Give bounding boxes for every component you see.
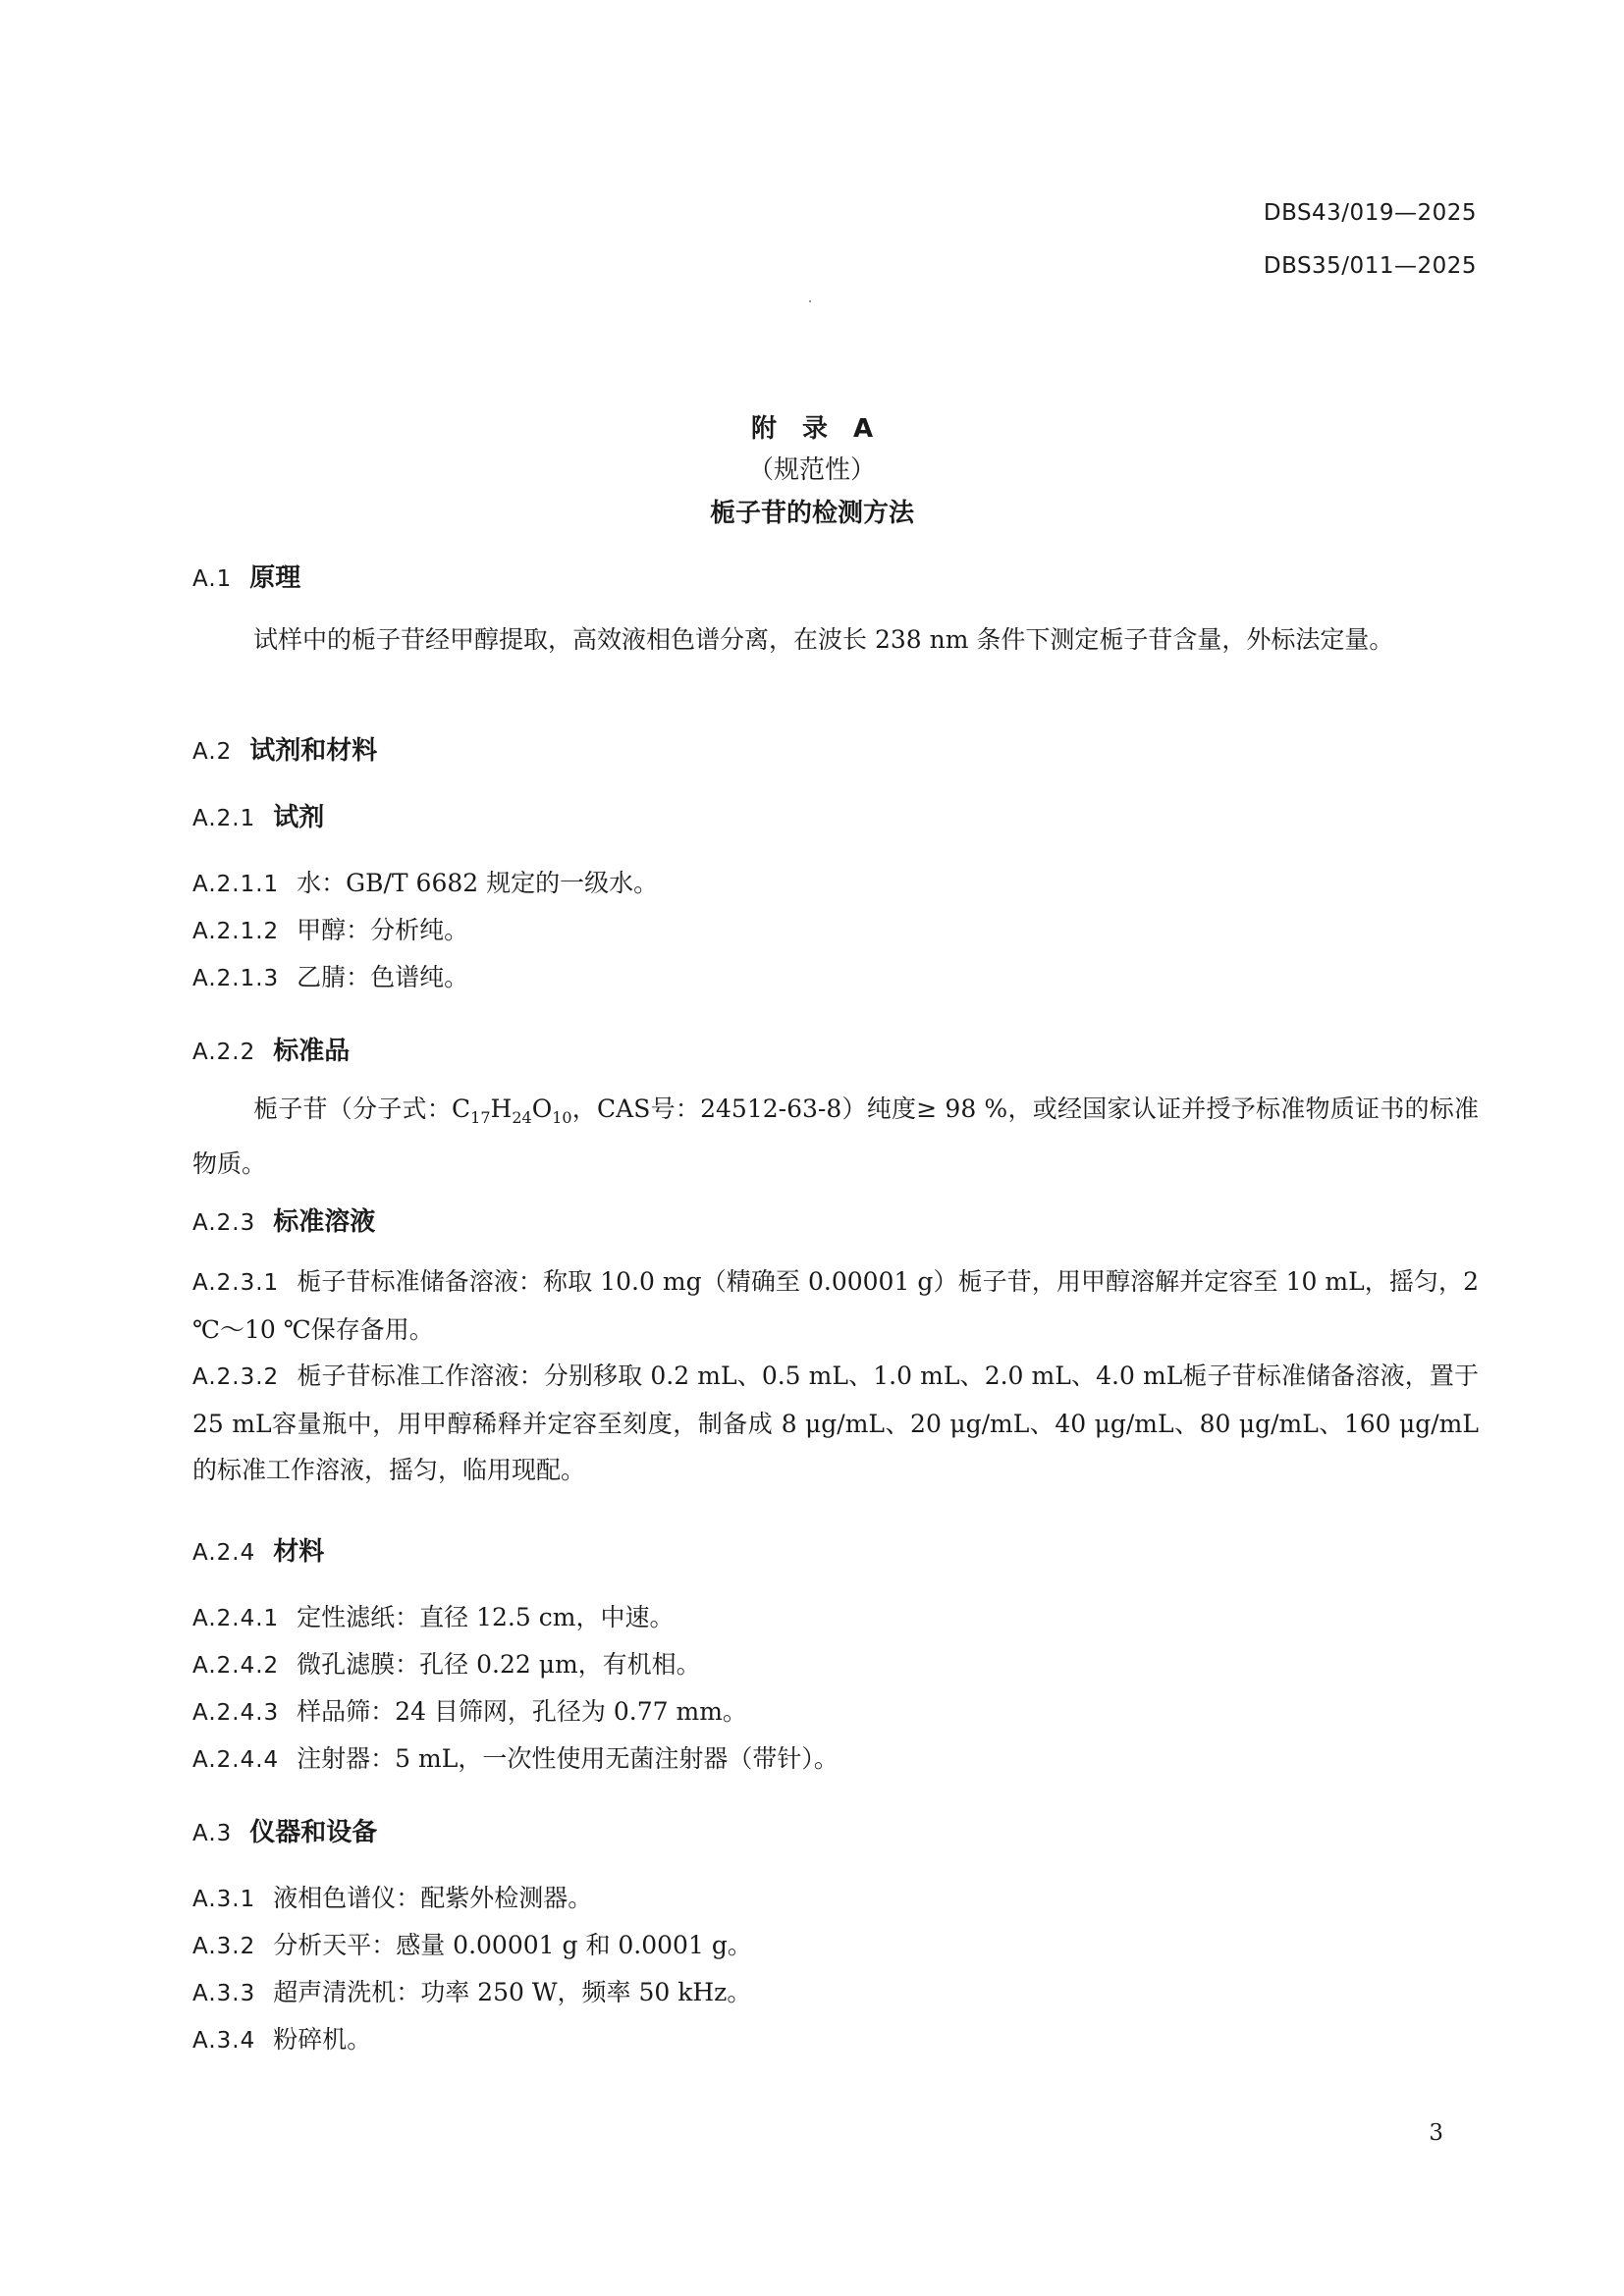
section-heading-a1 xyxy=(192,558,300,594)
clause-a212 xyxy=(192,911,468,946)
annex-name: 栀子苷的检测方法 xyxy=(709,499,914,528)
page-number: 3 xyxy=(1429,2120,1443,2146)
clause-number: A.2.4.1 xyxy=(192,1606,280,1631)
clause-number: A.3.2 xyxy=(192,1934,256,1959)
clause-number: A.2.3.1 xyxy=(192,1270,280,1296)
clause-text: 样品筛：24 目筛网，孔径为 0.77 mm。 xyxy=(297,1697,747,1726)
clause-number: A.3.3 xyxy=(192,1981,256,2006)
section-heading-a21 xyxy=(192,797,324,833)
clause-text: 注射器：5 mL，一次性使用无菌注射器（带针）。 xyxy=(297,1744,839,1773)
clause-text: 超声清洗机：功率 250 W，频率 50 kHz。 xyxy=(273,1978,752,2006)
clause-number: A.2.4.2 xyxy=(192,1653,280,1679)
clause-a34 xyxy=(192,2020,371,2056)
clause-number: A.3.4 xyxy=(192,2028,256,2054)
scan-dot xyxy=(809,300,811,302)
clause-text: 定性滤纸：直径 12.5 cm，中速。 xyxy=(297,1603,675,1631)
clause-text: 栀子苷标准工作溶液：分别移取 0.2 mL、0.5 mL、1.0 mL、2.0 mL、4.0 mL栀子苷标准储备溶液，置于 25 mL容量瓶中，用甲醇稀释并定容至刻度，制备成 8 μg/mL、20 μg/mL、40 μg/mL、80 μg/mL、160 μg/mL的标准工作溶液，摇匀，临用现配。 xyxy=(192,1362,1479,1484)
section-title: 试剂 xyxy=(273,803,325,832)
clause-a241 xyxy=(192,1598,674,1633)
section-number: A.2.2 xyxy=(192,1040,256,1065)
clause-a243 xyxy=(192,1692,747,1728)
clause-number: A.3.1 xyxy=(192,1887,256,1912)
clause-text: 液相色谱仪：配紫外检测器。 xyxy=(273,1884,593,1912)
clause-text: 水：GB/T 6682 规定的一级水。 xyxy=(297,869,659,897)
section-heading-a3 xyxy=(192,1812,377,1848)
section-heading-a22 xyxy=(192,1031,350,1067)
clause-a242 xyxy=(192,1645,701,1681)
standard-code-fujian: DBS35/011—2025 xyxy=(1263,253,1477,279)
clause-number: A.2.4.3 xyxy=(192,1700,280,1726)
section-title: 原理 xyxy=(249,563,301,593)
formula-part: O xyxy=(531,1095,553,1123)
formula-subscript: 10 xyxy=(552,1108,572,1127)
clause-number: A.2.1.2 xyxy=(192,919,280,944)
clause-number: A.2.3.2 xyxy=(192,1364,280,1390)
section-title: 仪器和设备 xyxy=(249,1818,378,1847)
standard-code-hunan: DBS43/019—2025 xyxy=(1263,200,1477,226)
annex-title: 附录A xyxy=(750,414,899,444)
clause-a213 xyxy=(192,958,468,993)
section-number: A.2 xyxy=(192,739,233,765)
clause-a31 xyxy=(192,1879,592,1914)
section-title: 标准溶液 xyxy=(273,1207,376,1237)
clause-a231 xyxy=(192,1258,1479,1353)
section-heading-a23 xyxy=(192,1201,375,1238)
clause-number: A.2.1.3 xyxy=(192,966,280,991)
formula-part: ，CAS号：24512-63-8）纯度≥ 98 %，或经国家认证并授予标准物质证书的标准物质。 xyxy=(192,1095,1479,1178)
section-title: 材料 xyxy=(273,1537,325,1567)
section-number: A.2.3 xyxy=(192,1210,256,1236)
clause-number: A.2.1.1 xyxy=(192,872,280,897)
clause-a32 xyxy=(192,1926,752,1961)
paragraph-standard-substance xyxy=(192,1086,1479,1187)
formula-part: 栀子苷（分子式：C xyxy=(253,1095,471,1123)
formula-part: H xyxy=(490,1095,513,1123)
clause-text: 分析天平：感量 0.00001 g 和 0.0001 g。 xyxy=(273,1931,752,1959)
formula-subscript: 17 xyxy=(470,1108,491,1127)
paragraph-principle: 试样中的栀子苷经甲醇提取，高效液相色谱分离，在波长 238 nm 条件下测定栀子苷含量，外标法定量。 xyxy=(253,625,1394,654)
clause-text: 微孔滤膜：孔径 0.22 μm，有机相。 xyxy=(297,1650,701,1679)
annex-type: （规范性） xyxy=(747,455,876,485)
section-number: A.2.1 xyxy=(192,806,256,831)
formula-subscript: 24 xyxy=(512,1108,532,1127)
clause-a33 xyxy=(192,1973,751,2008)
clause-number: A.2.4.4 xyxy=(192,1747,280,1773)
clause-text: 粉碎机。 xyxy=(273,2025,372,2054)
section-number: A.3 xyxy=(192,1821,233,1846)
clause-text: 栀子苷标准储备溶液：称取 10.0 mg（精确至 0.00001 g）栀子苷，用甲醇溶解并定容至 10 mL，摇匀，2 ℃～10 ℃保存备用。 xyxy=(192,1267,1479,1344)
clause-text: 乙腈：色谱纯。 xyxy=(297,963,469,991)
section-title: 标准品 xyxy=(273,1037,351,1066)
section-heading-a2 xyxy=(192,730,377,767)
clause-text: 甲醇：分析纯。 xyxy=(297,916,469,944)
clause-a244 xyxy=(192,1739,839,1775)
section-number: A.1 xyxy=(192,566,233,592)
section-heading-a24 xyxy=(192,1531,324,1568)
section-title: 试剂和材料 xyxy=(249,736,378,766)
section-number: A.2.4 xyxy=(192,1540,256,1566)
clause-a232 xyxy=(192,1353,1479,1493)
clause-a211 xyxy=(192,864,658,899)
